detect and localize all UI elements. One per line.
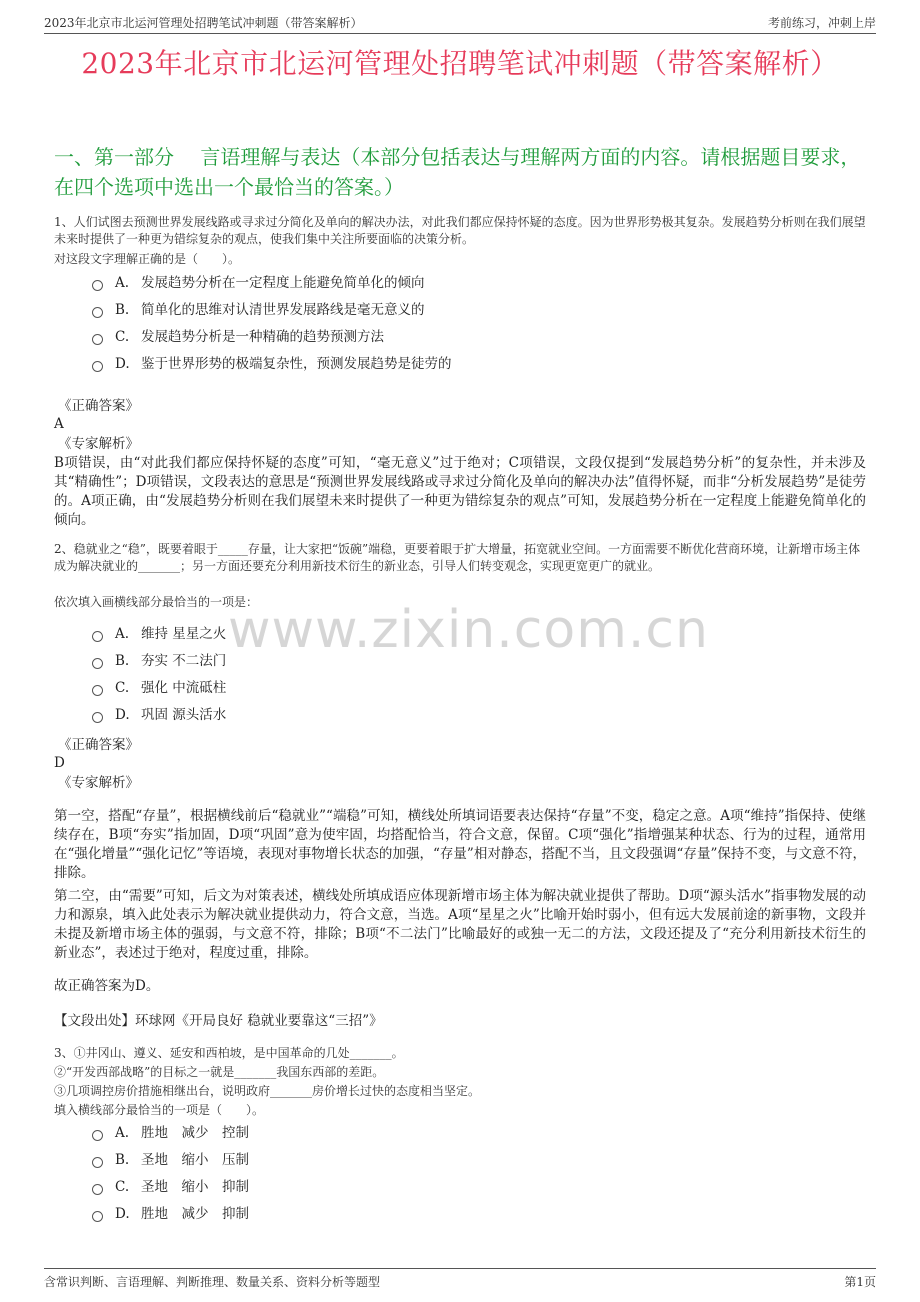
question-1-stem: 1、人们试图去预测世界发展线路或寻求过分简化及单向的解决办法，对此我们都应保持怀疑的态度。因为世界形势极其复杂。发展趋势分析则在我们展望未来时提供了一种更为错综复杂的观点，使我们集中关注所要面临的决策分析。: [54, 215, 866, 246]
radio-icon[interactable]: [92, 685, 103, 696]
question-3-line-3: ③几项调控房价措施相继出台，说明政府_______房价增长过快的态度相当坚定。: [54, 1084, 481, 1098]
question-2-analysis-2: 第二空，由“需要”可知，后文为对策表述，横线处所填成语应体现新增市场主体为解决就业提供了帮助。D项“源头活水”指事物发展的动力和源泉，填入此处表示为解决就业提供动力，符合文意，当选。A项“星星之火”比喻开始时弱小，但有远大发展前途的新事物，文段并未提及新增市场主体的强弱，与文意不符，排除；B项“不二法门”比喻最好的或独一无二的方法，文段还提及了“充分利用新技术衍生的新业态”，表述过于绝对，程度过重，排除。: [54, 888, 866, 961]
question-3-prompt: 填入横线部分最恰当的一项是（ ）。: [54, 1103, 265, 1117]
radio-icon[interactable]: [92, 712, 103, 723]
page-number: 第1页: [844, 1275, 876, 1289]
option-c[interactable]: C. 强化 中流砥柱: [92, 675, 226, 702]
question-2-source: 【文段出处】环球网《开局良好 稳就业要靠这“三招”》: [54, 1013, 383, 1029]
analysis-label: 《专家解析》: [58, 436, 139, 452]
radio-icon[interactable]: [92, 631, 103, 642]
footer-description: 含常识判断、言语理解、判断推理、数量关系、资料分析等题型: [44, 1275, 381, 1289]
option-c[interactable]: C. 发展趋势分析是一种精确的趋势预测方法: [92, 324, 452, 351]
question-1-prompt: 对这段文字理解正确的是（ ）。: [54, 252, 241, 266]
radio-icon[interactable]: [92, 658, 103, 669]
header-title: 2023年北京市北运河管理处招聘笔试冲刺题（带答案解析）: [44, 16, 363, 30]
radio-icon[interactable]: [92, 361, 103, 372]
question-1-analysis: B项错误，由“对此我们都应保持怀疑的态度”可知，“毫无意义”过于绝对；C项错误，文段仅提到“发展趋势分析”的复杂性，并未涉及其“精确性”；D项错误，文段表达的意思是“预测世界发展线路或寻求过分简化及单向的解决办法”值得怀疑，而非“分析发展趋势”是徒劳的。A项正确，由“发展趋势分析则在我们展望未来时提供了一种更为错综复杂的观点”可知，发展趋势分析在一定程度上能避免简单化的倾向。: [54, 455, 866, 528]
question-2-stem: 2、稳就业之“稳”，既要着眼于_____存量，让大家把“饭碗”端稳，更要着眼于扩大增量，拓宽就业空间。一方面需要不断优化营商环境，让新增市场主体成为解决就业的_______；另一方面还要充分利用新技术衍生的新业态，引导人们转变观念，实现更宽更广的就业。: [54, 542, 861, 573]
radio-icon[interactable]: [92, 334, 103, 345]
question-2-conclusion: 故正确答案为D。: [54, 978, 160, 994]
answer-label: 《正确答案》: [58, 737, 139, 753]
radio-icon[interactable]: [92, 307, 103, 318]
answer-value: D: [54, 755, 65, 771]
option-d[interactable]: D. 巩固 源头活水: [92, 702, 226, 729]
page-footer: [44, 1268, 876, 1290]
question-2-prompt: 依次填入画横线部分最恰当的一项是：: [54, 595, 259, 609]
header-slogan: 考前练习，冲刺上岸: [767, 16, 876, 30]
answer-value: A: [54, 416, 64, 432]
option-a[interactable]: A. 维持 星星之火: [92, 621, 226, 648]
section-heading: 一、第一部分 言语理解与表达（本部分包括表达与理解两方面的内容。请根据题目要求，在四个选项中选出一个最恰当的答案。）: [54, 145, 861, 199]
question-2-options: [92, 621, 226, 729]
document-title: 2023年北京市北运河管理处招聘笔试冲刺题（带答案解析）: [81, 47, 839, 80]
question-3-options: [92, 1120, 249, 1228]
option-b[interactable]: B. 圣地 缩小 压制: [92, 1147, 249, 1174]
question-3-line-2: ②“开发西部战略”的目标之一就是_______我国东西部的差距。: [54, 1065, 385, 1079]
option-d[interactable]: D. 胜地 减少 抑制: [92, 1201, 249, 1228]
radio-icon[interactable]: [92, 1157, 103, 1168]
question-3-line-1: 3、①井冈山、遵义、延安和西柏坡，是中国革命的几处_______。: [54, 1046, 404, 1060]
option-a[interactable]: A. 胜地 减少 控制: [92, 1120, 249, 1147]
option-b[interactable]: B. 简单化的思维对认清世界发展路线是毫无意义的: [92, 297, 452, 324]
option-b[interactable]: B. 夯实 不二法门: [92, 648, 226, 675]
option-a[interactable]: A. 发展趋势分析在一定程度上能避免简单化的倾向: [92, 270, 452, 297]
watermark: www.zixin.com.cn: [228, 600, 709, 660]
option-d[interactable]: D. 鉴于世界形势的极端复杂性，预测发展趋势是徒劳的: [92, 351, 452, 378]
analysis-label: 《专家解析》: [58, 775, 139, 791]
option-c[interactable]: C. 圣地 缩小 抑制: [92, 1174, 249, 1201]
question-1-options: [92, 270, 452, 378]
answer-label: 《正确答案》: [58, 398, 139, 414]
radio-icon[interactable]: [92, 1184, 103, 1195]
question-2-analysis-1: 第一空，搭配“存量”，根据横线前后“稳就业”“端稳”可知，横线处所填词语要表达保持“存量”不变，稳定之意。A项“维持”指保持、使继续存在，B项“夯实”指加固，D项“巩固”意为使牢固，均搭配恰当，符合文意，保留。C项“强化”指增强某种状态、行为的过程，通常用在“强化增量”“强化记忆”等语境，表现对事物增长状态的加强，“存量”相对静态，搭配不当，且文段强调“存量”保持不变，与文意不符，排除。: [54, 808, 866, 881]
page-header: [44, 12, 876, 34]
radio-icon[interactable]: [92, 280, 103, 291]
radio-icon[interactable]: [92, 1130, 103, 1141]
radio-icon[interactable]: [92, 1211, 103, 1222]
